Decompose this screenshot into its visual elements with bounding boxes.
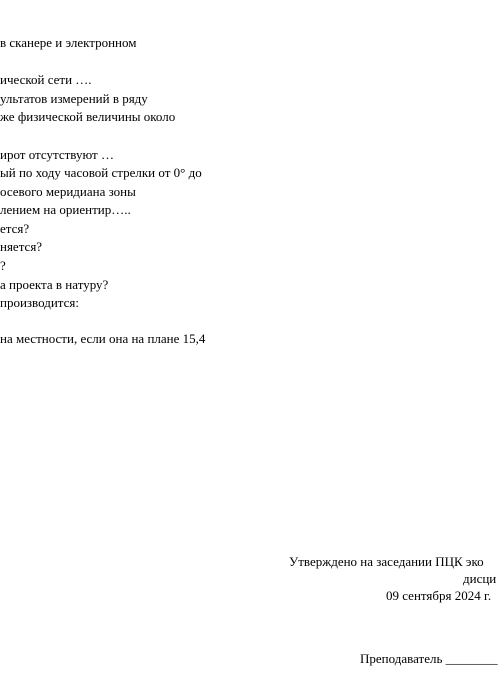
approval-line-2: дисци	[463, 571, 497, 586]
question-line-7: осевого меридиана зоны	[0, 184, 136, 199]
approval-date: 09 сентября 2024 г.	[386, 588, 492, 603]
question-line-6: ый по ходу часовой стрелки от 0° до	[0, 165, 202, 180]
question-line-1: в сканере и электронном	[0, 35, 137, 50]
question-line-3: ультатов измерений в ряду	[0, 91, 148, 106]
question-line-14: на местности, если она на плане 15,4	[0, 331, 206, 346]
question-line-9: ется?	[0, 221, 30, 236]
question-line-11: ?	[0, 258, 6, 273]
question-line-12: а проекта в натуру?	[0, 277, 109, 292]
question-line-4: же физической величины около	[0, 109, 176, 124]
question-line-5: ирот отсутствуют …	[0, 147, 114, 162]
teacher-signature-line: Преподаватель ________	[360, 651, 498, 666]
question-line-2: ической сети ….	[0, 72, 92, 87]
question-line-13: производится:	[0, 295, 79, 310]
approval-line-1: Утверждено на заседании ПЦК эко	[289, 554, 484, 569]
question-line-10: няется?	[0, 239, 43, 254]
question-line-8: лением на ориентир…..	[0, 202, 131, 217]
